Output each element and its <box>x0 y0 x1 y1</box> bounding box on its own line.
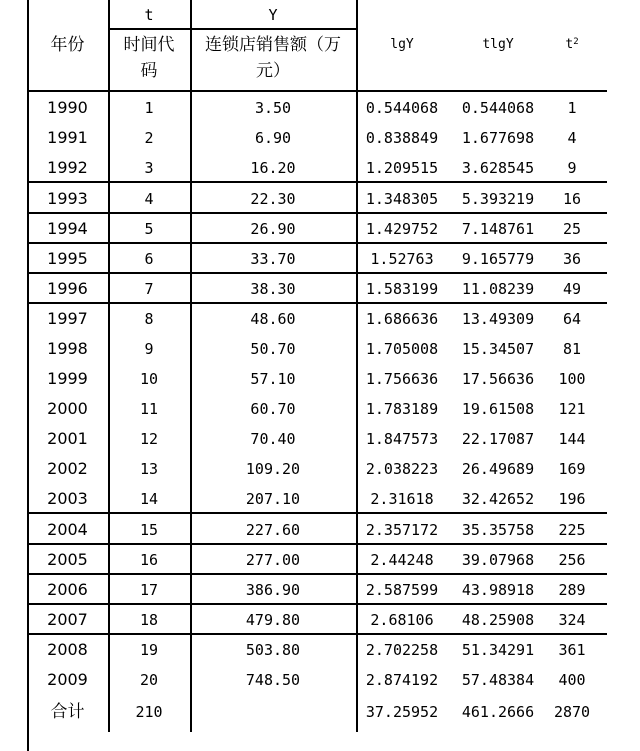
lgy-cell: 1.686636 <box>365 310 439 328</box>
sales-cell: 60.70 <box>250 400 296 418</box>
t-squared-cell: 25 <box>562 220 582 238</box>
sales-cell: 386.90 <box>245 581 301 599</box>
t-cell: 12 <box>139 430 159 448</box>
lgy-cell: 1.52763 <box>370 250 434 268</box>
header-t-squared <box>548 34 596 56</box>
t-cell: 3 <box>144 159 154 177</box>
t-squared-cell: 100 <box>558 370 586 388</box>
tlgy-cell: 7.148761 <box>461 220 535 238</box>
tlgy-cell: 32.42652 <box>461 490 535 508</box>
t-cell: 5 <box>144 220 154 238</box>
t-squared-cell: 196 <box>558 490 586 508</box>
sales-cell <box>190 699 356 725</box>
tlgy-cell: 9.165779 <box>461 250 535 268</box>
year-cell: 1996 <box>47 279 88 298</box>
year-cell: 1990 <box>47 98 88 117</box>
year-cell: 1994 <box>47 219 88 238</box>
header-subdivider <box>108 28 356 30</box>
year-cell: 1998 <box>47 339 88 358</box>
t-cell: 19 <box>139 641 159 659</box>
tlgy-cell: 22.17087 <box>461 430 535 448</box>
row-rule <box>27 302 607 304</box>
header-sales-line1: 连锁店销售额（万 <box>205 35 341 55</box>
tlgy-cell: 1.677698 <box>461 129 535 147</box>
tlgy-cell: 19.61508 <box>461 400 535 418</box>
lgy-cell: 1.705008 <box>365 340 439 358</box>
t-squared-cell: 9 <box>567 159 577 177</box>
year-cell: 1999 <box>47 369 88 388</box>
row-rule <box>27 573 607 575</box>
t-squared-cell: 81 <box>562 340 582 358</box>
lgy-cell: 1.756636 <box>365 370 439 388</box>
header-y-label: Y <box>268 6 278 24</box>
sales-cell: 33.70 <box>250 250 296 268</box>
year-cell: 2007 <box>47 610 88 629</box>
t-cell: 13 <box>139 460 159 478</box>
t-cell: 17 <box>139 581 159 599</box>
t-squared-cell: 169 <box>558 460 586 478</box>
lgy-cell: 1.348305 <box>365 190 439 208</box>
tlgy-cell: 43.98918 <box>461 581 535 599</box>
year-cell: 1997 <box>47 309 88 328</box>
lgy-cell: 2.357172 <box>365 521 439 539</box>
t-squared-cell: 121 <box>558 400 586 418</box>
year-cell: 1992 <box>47 158 88 177</box>
lgy-cell: 1.209515 <box>365 159 439 177</box>
row-rule <box>27 633 607 635</box>
sales-cell: 479.80 <box>245 611 301 629</box>
t-squared-cell: 400 <box>558 671 586 689</box>
sales-cell: 16.20 <box>250 159 296 177</box>
t-cell: 20 <box>139 671 159 689</box>
year-cell: 2003 <box>47 489 88 508</box>
t-cell: 11 <box>139 400 159 418</box>
t-squared-cell: 2870 <box>553 703 591 721</box>
row-rule <box>27 272 607 274</box>
t-squared-cell: 36 <box>562 250 582 268</box>
tlgy-cell: 51.34291 <box>461 641 535 659</box>
lgy-cell: 2.31618 <box>370 490 434 508</box>
t-squared-cell: 256 <box>558 551 586 569</box>
t-cell: 16 <box>139 551 159 569</box>
t-squared-cell: 1 <box>567 99 577 117</box>
header-t2-sup: 2 <box>573 37 579 47</box>
t-cell: 15 <box>139 521 159 539</box>
tlgy-cell: 15.34507 <box>461 340 535 358</box>
year-cell: 2001 <box>47 429 88 448</box>
t-cell: 7 <box>144 280 154 298</box>
sales-cell: 277.00 <box>245 551 301 569</box>
t-cell: 4 <box>144 190 154 208</box>
row-rule <box>27 212 607 214</box>
sales-cell: 3.50 <box>254 99 292 117</box>
lgy-cell: 1.429752 <box>365 220 439 238</box>
sales-cell: 50.70 <box>250 340 296 358</box>
t-squared-cell: 16 <box>562 190 582 208</box>
lgy-cell: 2.702258 <box>365 641 439 659</box>
row-rule <box>27 181 607 183</box>
lgy-cell: 0.544068 <box>365 99 439 117</box>
tlgy-cell: 3.628545 <box>461 159 535 177</box>
sales-cell: 70.40 <box>250 430 296 448</box>
sales-cell: 48.60 <box>250 310 296 328</box>
t-squared-cell: 49 <box>562 280 582 298</box>
header-bottom-rule <box>27 90 607 92</box>
t-cell: 10 <box>139 370 159 388</box>
sales-cell: 227.60 <box>245 521 301 539</box>
lgy-cell: 1.783189 <box>365 400 439 418</box>
year-cell: 合计 <box>50 702 85 722</box>
t-squared-cell: 289 <box>558 581 586 599</box>
tlgy-cell: 0.544068 <box>461 99 535 117</box>
tlgy-cell: 11.08239 <box>461 280 535 298</box>
year-cell: 2002 <box>47 459 88 478</box>
t-cell: 18 <box>139 611 159 629</box>
year-cell: 1993 <box>47 189 88 208</box>
lgy-cell: 0.838849 <box>365 129 439 147</box>
t-cell: 210 <box>135 703 163 721</box>
year-cell: 2000 <box>47 399 88 418</box>
year-cell: 2004 <box>47 520 88 539</box>
t-cell: 8 <box>144 310 154 328</box>
t-squared-cell: 4 <box>567 129 577 147</box>
sales-cell: 207.10 <box>245 490 301 508</box>
lgy-cell: 2.68106 <box>370 611 434 629</box>
lgy-cell: 1.583199 <box>365 280 439 298</box>
sales-cell: 6.90 <box>254 129 292 147</box>
tlgy-cell: 48.25908 <box>461 611 535 629</box>
tlgy-cell: 461.2666 <box>461 703 535 721</box>
sales-cell: 57.10 <box>250 370 296 388</box>
t-squared-cell: 324 <box>558 611 586 629</box>
t-cell: 6 <box>144 250 154 268</box>
t-squared-cell: 144 <box>558 430 586 448</box>
tlgy-cell: 35.35758 <box>461 521 535 539</box>
year-cell: 2005 <box>47 550 88 569</box>
row-rule <box>27 242 607 244</box>
sales-cell: 503.80 <box>245 641 301 659</box>
t-cell: 14 <box>139 490 159 508</box>
lgy-cell: 2.44248 <box>370 551 434 569</box>
t-cell: 1 <box>144 99 154 117</box>
t-squared-cell: 225 <box>558 521 586 539</box>
sales-cell: 109.20 <box>245 460 301 478</box>
year-cell: 1991 <box>47 128 88 147</box>
header-lgy: lgY <box>390 37 414 52</box>
tlgy-cell: 26.49689 <box>461 460 535 478</box>
t-cell: 9 <box>144 340 154 358</box>
header-year: 年份 <box>50 35 85 55</box>
t-squared-cell: 361 <box>558 641 586 659</box>
lgy-cell: 37.25952 <box>365 703 439 721</box>
tlgy-cell: 39.07968 <box>461 551 535 569</box>
sales-cell: 26.90 <box>250 220 296 238</box>
header-sales-line2: 元） <box>256 61 290 81</box>
header-t2-base: t <box>565 37 574 52</box>
year-cell: 2009 <box>47 670 88 689</box>
sales-cell: 748.50 <box>245 671 301 689</box>
header-time-code-line2: 码 <box>140 61 158 81</box>
row-rule <box>27 603 607 605</box>
year-cell: 1995 <box>47 249 88 268</box>
lgy-cell: 2.038223 <box>365 460 439 478</box>
year-cell: 2006 <box>47 580 88 599</box>
lgy-cell: 1.847573 <box>365 430 439 448</box>
tlgy-cell: 17.56636 <box>461 370 535 388</box>
header-tlgy: tlgY <box>482 37 514 52</box>
row-rule <box>27 543 607 545</box>
sales-cell: 38.30 <box>250 280 296 298</box>
tlgy-cell: 57.48384 <box>461 671 535 689</box>
t-cell: 2 <box>144 129 154 147</box>
lgy-cell: 2.587599 <box>365 581 439 599</box>
tlgy-cell: 5.393219 <box>461 190 535 208</box>
header-t-label: t <box>144 6 154 24</box>
year-cell: 2008 <box>47 640 88 659</box>
header-time-code-line1: 时间代 <box>123 35 175 55</box>
row-rule <box>27 512 607 514</box>
tlgy-cell: 13.49309 <box>461 310 535 328</box>
sales-cell: 22.30 <box>250 190 296 208</box>
t-squared-cell: 64 <box>562 310 582 328</box>
lgy-cell: 2.874192 <box>365 671 439 689</box>
